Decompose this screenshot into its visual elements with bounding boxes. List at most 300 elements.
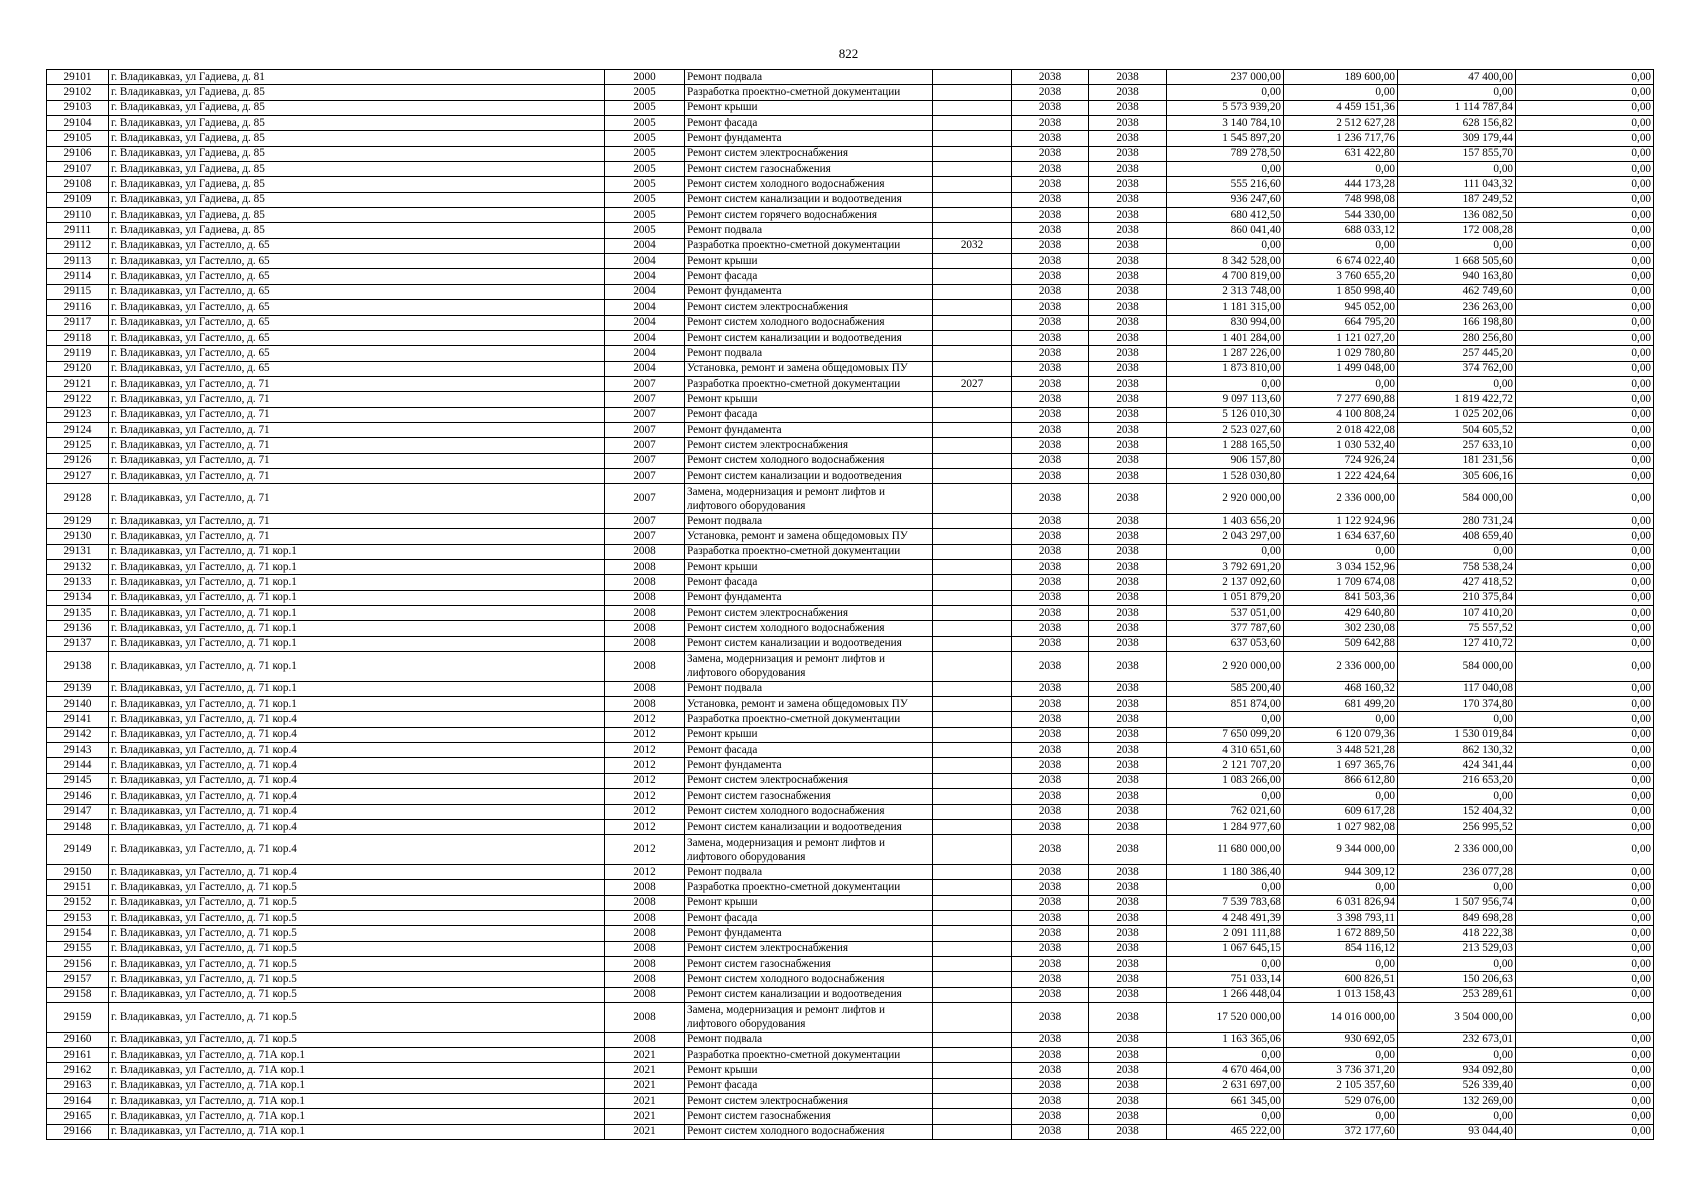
fund-amount-cell: 1 029 780,80 [1284,346,1398,361]
period-start-cell: 2038 [1012,116,1089,131]
commissioning-year-cell: 2007 [605,438,685,453]
other-sources-cell: 0,00 [1516,758,1654,773]
work-type-cell: Ремонт систем газоснабжения [685,162,933,177]
work-type-cell: Ремонт фундамента [685,926,933,941]
work-type-cell: Ремонт фасада [685,407,933,422]
row-number: 29143 [47,743,109,758]
table-row [47,346,1654,361]
period-start-cell: 2038 [1012,697,1089,712]
other-sources-cell: 0,00 [1516,606,1654,621]
other-sources-cell: 0,00 [1516,1032,1654,1047]
owners-amount-cell: 232 673,01 [1398,1032,1516,1047]
other-sources-cell: 0,00 [1516,575,1654,590]
fund-amount-cell: 0,00 [1284,544,1398,559]
address-cell: г. Владикавказ, ул Гастелло, д. 71А кор.1 [109,1063,605,1078]
row-number: 29125 [47,438,109,453]
planned-year-cell [933,560,1012,575]
period-end-cell: 2038 [1089,575,1167,590]
total-cost-cell: 8 342 528,00 [1167,254,1284,269]
period-start-cell: 2038 [1012,238,1089,253]
total-cost-cell: 751 033,14 [1167,972,1284,987]
row-number: 29126 [47,453,109,468]
period-start-cell: 2038 [1012,208,1089,223]
owners-amount-cell: 150 206,63 [1398,972,1516,987]
period-end-cell: 2038 [1089,315,1167,330]
planned-year-cell [933,941,1012,956]
period-end-cell: 2038 [1089,758,1167,773]
period-end-cell: 2038 [1089,819,1167,834]
planned-year-cell [933,972,1012,987]
owners-amount-cell: 0,00 [1398,376,1516,391]
other-sources-cell: 0,00 [1516,926,1654,941]
commissioning-year-cell: 2008 [605,681,685,696]
fund-amount-cell: 3 398 793,11 [1284,910,1398,925]
total-cost-cell: 680 412,50 [1167,208,1284,223]
period-end-cell: 2038 [1089,208,1167,223]
period-end-cell: 2038 [1089,1002,1167,1032]
work-type-cell: Ремонт фундамента [685,758,933,773]
owners-amount-cell: 0,00 [1398,789,1516,804]
other-sources-cell: 0,00 [1516,116,1654,131]
other-sources-cell: 0,00 [1516,177,1654,192]
planned-year-cell [933,590,1012,605]
total-cost-cell: 537 051,00 [1167,606,1284,621]
commissioning-year-cell: 2021 [605,1078,685,1093]
work-type-cell: Установка, ремонт и замена общедомовых ПУ [685,529,933,544]
total-cost-cell: 465 222,00 [1167,1124,1284,1139]
fund-amount-cell: 688 033,12 [1284,223,1398,238]
row-number: 29130 [47,529,109,544]
period-start-cell: 2038 [1012,177,1089,192]
work-type-cell: Ремонт систем газоснабжения [685,789,933,804]
table-row [47,697,1654,712]
total-cost-cell: 1 873 810,00 [1167,361,1284,376]
fund-amount-cell: 2 512 627,28 [1284,116,1398,131]
work-type-cell: Ремонт крыши [685,254,933,269]
owners-amount-cell: 628 156,82 [1398,116,1516,131]
period-start-cell: 2038 [1012,70,1089,85]
table-row [47,269,1654,284]
fund-amount-cell: 6 031 826,94 [1284,895,1398,910]
other-sources-cell: 0,00 [1516,529,1654,544]
address-cell: г. Владикавказ, ул Гастелло, д. 71 [109,453,605,468]
commissioning-year-cell: 2008 [605,910,685,925]
table-row [47,652,1654,682]
row-number: 29101 [47,70,109,85]
period-end-cell: 2038 [1089,192,1167,207]
period-end-cell: 2038 [1089,1124,1167,1139]
fund-amount-cell: 1 122 924,96 [1284,513,1398,528]
work-type-cell: Ремонт систем холодного водоснабжения [685,972,933,987]
work-type-cell: Ремонт систем холодного водоснабжения [685,453,933,468]
other-sources-cell: 0,00 [1516,131,1654,146]
table-row [47,131,1654,146]
table-row [47,987,1654,1002]
other-sources-cell: 0,00 [1516,422,1654,437]
planned-year-cell [933,1002,1012,1032]
table-row [47,361,1654,376]
planned-year-cell [933,804,1012,819]
planned-year-cell [933,70,1012,85]
other-sources-cell: 0,00 [1516,100,1654,115]
row-number: 29146 [47,789,109,804]
commissioning-year-cell: 2008 [605,1032,685,1047]
period-end-cell: 2038 [1089,422,1167,437]
owners-amount-cell: 462 749,60 [1398,284,1516,299]
planned-year-cell [933,208,1012,223]
work-type-cell: Ремонт систем канализации и водоотведения [685,468,933,483]
commissioning-year-cell: 2012 [605,864,685,879]
other-sources-cell: 0,00 [1516,1048,1654,1063]
planned-year-cell [933,697,1012,712]
address-cell: г. Владикавказ, ул Гастелло, д. 65 [109,300,605,315]
fund-amount-cell: 372 177,60 [1284,1124,1398,1139]
period-end-cell: 2038 [1089,85,1167,100]
period-start-cell: 2038 [1012,819,1089,834]
table-row [47,575,1654,590]
table-row [47,208,1654,223]
period-end-cell: 2038 [1089,956,1167,971]
other-sources-cell: 0,00 [1516,956,1654,971]
address-cell: г. Владикавказ, ул Гастелло, д. 65 [109,315,605,330]
fund-amount-cell: 0,00 [1284,162,1398,177]
address-cell: г. Владикавказ, ул Гадиева, д. 85 [109,100,605,115]
fund-amount-cell: 1 236 717,76 [1284,131,1398,146]
planned-year-cell [933,895,1012,910]
planned-year-cell [933,269,1012,284]
work-type-cell: Ремонт фасада [685,269,933,284]
commissioning-year-cell: 2021 [605,1048,685,1063]
planned-year-cell [933,758,1012,773]
other-sources-cell: 0,00 [1516,146,1654,161]
total-cost-cell: 1 284 977,60 [1167,819,1284,834]
owners-amount-cell: 526 339,40 [1398,1078,1516,1093]
row-number: 29109 [47,192,109,207]
address-cell: г. Владикавказ, ул Гастелло, д. 71 [109,438,605,453]
table-row [47,392,1654,407]
table-row [47,758,1654,773]
planned-year-cell [933,361,1012,376]
other-sources-cell: 0,00 [1516,789,1654,804]
work-type-cell: Ремонт фасада [685,116,933,131]
period-end-cell: 2038 [1089,238,1167,253]
fund-amount-cell: 930 692,05 [1284,1032,1398,1047]
table-row [47,146,1654,161]
period-start-cell: 2038 [1012,789,1089,804]
other-sources-cell: 0,00 [1516,743,1654,758]
period-end-cell: 2038 [1089,835,1167,865]
owners-amount-cell: 117 040,08 [1398,681,1516,696]
planned-year-cell [933,513,1012,528]
period-end-cell: 2038 [1089,513,1167,528]
commissioning-year-cell: 2008 [605,590,685,605]
period-start-cell: 2038 [1012,1094,1089,1109]
owners-amount-cell: 504 605,52 [1398,422,1516,437]
address-cell: г. Владикавказ, ул Гастелло, д. 71А кор.1 [109,1048,605,1063]
fund-amount-cell: 509 642,88 [1284,636,1398,651]
row-number: 29160 [47,1032,109,1047]
commissioning-year-cell: 2005 [605,100,685,115]
period-end-cell: 2038 [1089,131,1167,146]
address-cell: г. Владикавказ, ул Гастелло, д. 71 [109,484,605,514]
period-start-cell: 2038 [1012,681,1089,696]
fund-amount-cell: 0,00 [1284,712,1398,727]
period-end-cell: 2038 [1089,972,1167,987]
table-row [47,789,1654,804]
commissioning-year-cell: 2005 [605,116,685,131]
owners-amount-cell: 309 179,44 [1398,131,1516,146]
row-number: 29103 [47,100,109,115]
period-end-cell: 2038 [1089,544,1167,559]
row-number: 29145 [47,773,109,788]
table-row [47,513,1654,528]
planned-year-cell [933,1063,1012,1078]
address-cell: г. Владикавказ, ул Гадиева, д. 85 [109,208,605,223]
total-cost-cell: 762 021,60 [1167,804,1284,819]
planned-year-cell [933,162,1012,177]
row-number: 29148 [47,819,109,834]
planned-year-cell [933,529,1012,544]
planned-year-cell [933,544,1012,559]
table-row [47,956,1654,971]
owners-amount-cell: 424 341,44 [1398,758,1516,773]
address-cell: г. Владикавказ, ул Гастелло, д. 71 кор.5 [109,987,605,1002]
work-type-cell: Ремонт систем электроснабжения [685,300,933,315]
period-start-cell: 2038 [1012,131,1089,146]
planned-year-cell [933,177,1012,192]
commissioning-year-cell: 2008 [605,926,685,941]
owners-amount-cell: 1 025 202,06 [1398,407,1516,422]
commissioning-year-cell: 2008 [605,972,685,987]
row-number: 29138 [47,652,109,682]
other-sources-cell: 0,00 [1516,392,1654,407]
row-number: 29164 [47,1094,109,1109]
work-type-cell: Ремонт крыши [685,392,933,407]
period-end-cell: 2038 [1089,941,1167,956]
total-cost-cell: 2 121 707,20 [1167,758,1284,773]
total-cost-cell: 5 126 010,30 [1167,407,1284,422]
period-end-cell: 2038 [1089,529,1167,544]
owners-amount-cell: 1 819 422,72 [1398,392,1516,407]
address-cell: г. Владикавказ, ул Гастелло, д. 71 кор.1 [109,697,605,712]
period-start-cell: 2038 [1012,146,1089,161]
owners-amount-cell: 2 336 000,00 [1398,835,1516,865]
fund-amount-cell: 0,00 [1284,880,1398,895]
total-cost-cell: 0,00 [1167,956,1284,971]
period-end-cell: 2038 [1089,621,1167,636]
address-cell: г. Владикавказ, ул Гастелло, д. 71 кор.1 [109,560,605,575]
address-cell: г. Владикавказ, ул Гастелло, д. 71 кор.5 [109,910,605,925]
owners-amount-cell: 280 731,24 [1398,513,1516,528]
period-start-cell: 2038 [1012,758,1089,773]
row-number: 29131 [47,544,109,559]
other-sources-cell: 0,00 [1516,315,1654,330]
period-start-cell: 2038 [1012,100,1089,115]
table-row [47,804,1654,819]
page-number: 822 [838,46,859,61]
other-sources-cell: 0,00 [1516,1094,1654,1109]
fund-amount-cell: 664 795,20 [1284,315,1398,330]
owners-amount-cell: 1 530 019,84 [1398,727,1516,742]
other-sources-cell: 0,00 [1516,864,1654,879]
table-row [47,330,1654,345]
period-end-cell: 2038 [1089,100,1167,115]
commissioning-year-cell: 2012 [605,819,685,834]
commissioning-year-cell: 2004 [605,315,685,330]
work-type-cell: Ремонт систем электроснабжения [685,1094,933,1109]
commissioning-year-cell: 2004 [605,269,685,284]
row-number: 29165 [47,1109,109,1124]
planned-year-cell [933,223,1012,238]
row-number: 29135 [47,606,109,621]
address-cell: г. Владикавказ, ул Гастелло, д. 71А кор.1 [109,1124,605,1139]
owners-amount-cell: 0,00 [1398,238,1516,253]
address-cell: г. Владикавказ, ул Гастелло, д. 71 кор.4 [109,804,605,819]
commissioning-year-cell: 2004 [605,361,685,376]
table-row [47,926,1654,941]
period-start-cell: 2038 [1012,712,1089,727]
owners-amount-cell: 236 077,28 [1398,864,1516,879]
table-row [47,1048,1654,1063]
row-number: 29128 [47,484,109,514]
period-end-cell: 2038 [1089,438,1167,453]
work-type-cell: Ремонт подвала [685,223,933,238]
fund-amount-cell: 0,00 [1284,1109,1398,1124]
table-row [47,1109,1654,1124]
capital-repair-table [46,69,1654,1140]
other-sources-cell: 0,00 [1516,804,1654,819]
address-cell: г. Владикавказ, ул Гастелло, д. 71А кор.1 [109,1109,605,1124]
period-start-cell: 2038 [1012,468,1089,483]
table-row [47,1002,1654,1032]
table-row [47,177,1654,192]
work-type-cell: Ремонт крыши [685,1063,933,1078]
period-end-cell: 2038 [1089,773,1167,788]
row-number: 29121 [47,376,109,391]
owners-amount-cell: 181 231,56 [1398,453,1516,468]
address-cell: г. Владикавказ, ул Гастелло, д. 71А кор.1 [109,1094,605,1109]
other-sources-cell: 0,00 [1516,941,1654,956]
work-type-cell: Ремонт крыши [685,727,933,742]
work-type-cell: Замена, модернизация и ремонт лифтов и лифтового оборудования [685,652,933,682]
row-number: 29104 [47,116,109,131]
period-start-cell: 2038 [1012,606,1089,621]
owners-amount-cell: 166 198,80 [1398,315,1516,330]
total-cost-cell: 1 401 284,00 [1167,330,1284,345]
planned-year-cell [933,484,1012,514]
owners-amount-cell: 170 374,80 [1398,697,1516,712]
other-sources-cell: 0,00 [1516,208,1654,223]
owners-amount-cell: 0,00 [1398,712,1516,727]
other-sources-cell: 0,00 [1516,330,1654,345]
address-cell: г. Владикавказ, ул Гастелло, д. 71 кор.4 [109,789,605,804]
period-end-cell: 2038 [1089,926,1167,941]
table-row [47,621,1654,636]
fund-amount-cell: 6 120 079,36 [1284,727,1398,742]
address-cell: г. Владикавказ, ул Гастелло, д. 71 кор.5 [109,956,605,971]
address-cell: г. Владикавказ, ул Гадиева, д. 85 [109,85,605,100]
owners-amount-cell: 584 000,00 [1398,652,1516,682]
work-type-cell: Ремонт систем канализации и водоотведения [685,330,933,345]
commissioning-year-cell: 2012 [605,773,685,788]
owners-amount-cell: 0,00 [1398,956,1516,971]
commissioning-year-cell: 2008 [605,575,685,590]
period-start-cell: 2038 [1012,407,1089,422]
fund-amount-cell: 429 640,80 [1284,606,1398,621]
period-start-cell: 2038 [1012,926,1089,941]
fund-amount-cell: 1 030 532,40 [1284,438,1398,453]
row-number: 29112 [47,238,109,253]
fund-amount-cell: 14 016 000,00 [1284,1002,1398,1032]
owners-amount-cell: 418 222,38 [1398,926,1516,941]
work-type-cell: Ремонт систем холодного водоснабжения [685,804,933,819]
commissioning-year-cell: 2012 [605,804,685,819]
total-cost-cell: 1 163 365,06 [1167,1032,1284,1047]
fund-amount-cell: 2 105 357,60 [1284,1078,1398,1093]
planned-year-cell [933,773,1012,788]
work-type-cell: Ремонт подвала [685,1032,933,1047]
work-type-cell: Ремонт систем канализации и водоотведения [685,192,933,207]
period-start-cell: 2038 [1012,192,1089,207]
total-cost-cell: 1 528 030,80 [1167,468,1284,483]
other-sources-cell: 0,00 [1516,376,1654,391]
fund-amount-cell: 681 499,20 [1284,697,1398,712]
commissioning-year-cell: 2004 [605,284,685,299]
address-cell: г. Владикавказ, ул Гастелло, д. 71 кор.1 [109,621,605,636]
period-end-cell: 2038 [1089,712,1167,727]
period-end-cell: 2038 [1089,468,1167,483]
planned-year-cell [933,652,1012,682]
other-sources-cell: 0,00 [1516,223,1654,238]
total-cost-cell: 860 041,40 [1167,223,1284,238]
table-row [47,590,1654,605]
work-type-cell: Ремонт систем холодного водоснабжения [685,177,933,192]
fund-amount-cell: 468 160,32 [1284,681,1398,696]
commissioning-year-cell: 2007 [605,407,685,422]
planned-year-cell [933,575,1012,590]
planned-year-cell [933,453,1012,468]
other-sources-cell: 0,00 [1516,835,1654,865]
period-end-cell: 2038 [1089,1032,1167,1047]
other-sources-cell: 0,00 [1516,712,1654,727]
fund-amount-cell: 0,00 [1284,85,1398,100]
period-end-cell: 2038 [1089,895,1167,910]
address-cell: г. Владикавказ, ул Гадиева, д. 85 [109,192,605,207]
commissioning-year-cell: 2004 [605,254,685,269]
other-sources-cell: 0,00 [1516,300,1654,315]
table-row [47,1063,1654,1078]
address-cell: г. Владикавказ, ул Гастелло, д. 71 кор.4 [109,773,605,788]
period-end-cell: 2038 [1089,392,1167,407]
address-cell: г. Владикавказ, ул Гастелло, д. 71 [109,529,605,544]
owners-amount-cell: 216 653,20 [1398,773,1516,788]
other-sources-cell: 0,00 [1516,895,1654,910]
other-sources-cell: 0,00 [1516,819,1654,834]
period-start-cell: 2038 [1012,1078,1089,1093]
row-number: 29162 [47,1063,109,1078]
period-start-cell: 2038 [1012,162,1089,177]
owners-amount-cell: 374 762,00 [1398,361,1516,376]
total-cost-cell: 585 200,40 [1167,681,1284,696]
address-cell: г. Владикавказ, ул Гастелло, д. 71 кор.4 [109,712,605,727]
table-row [47,880,1654,895]
table-row [47,300,1654,315]
owners-amount-cell: 427 418,52 [1398,575,1516,590]
owners-amount-cell: 210 375,84 [1398,590,1516,605]
fund-amount-cell: 0,00 [1284,956,1398,971]
work-type-cell: Разработка проектно-сметной документации [685,880,933,895]
commissioning-year-cell: 2007 [605,513,685,528]
